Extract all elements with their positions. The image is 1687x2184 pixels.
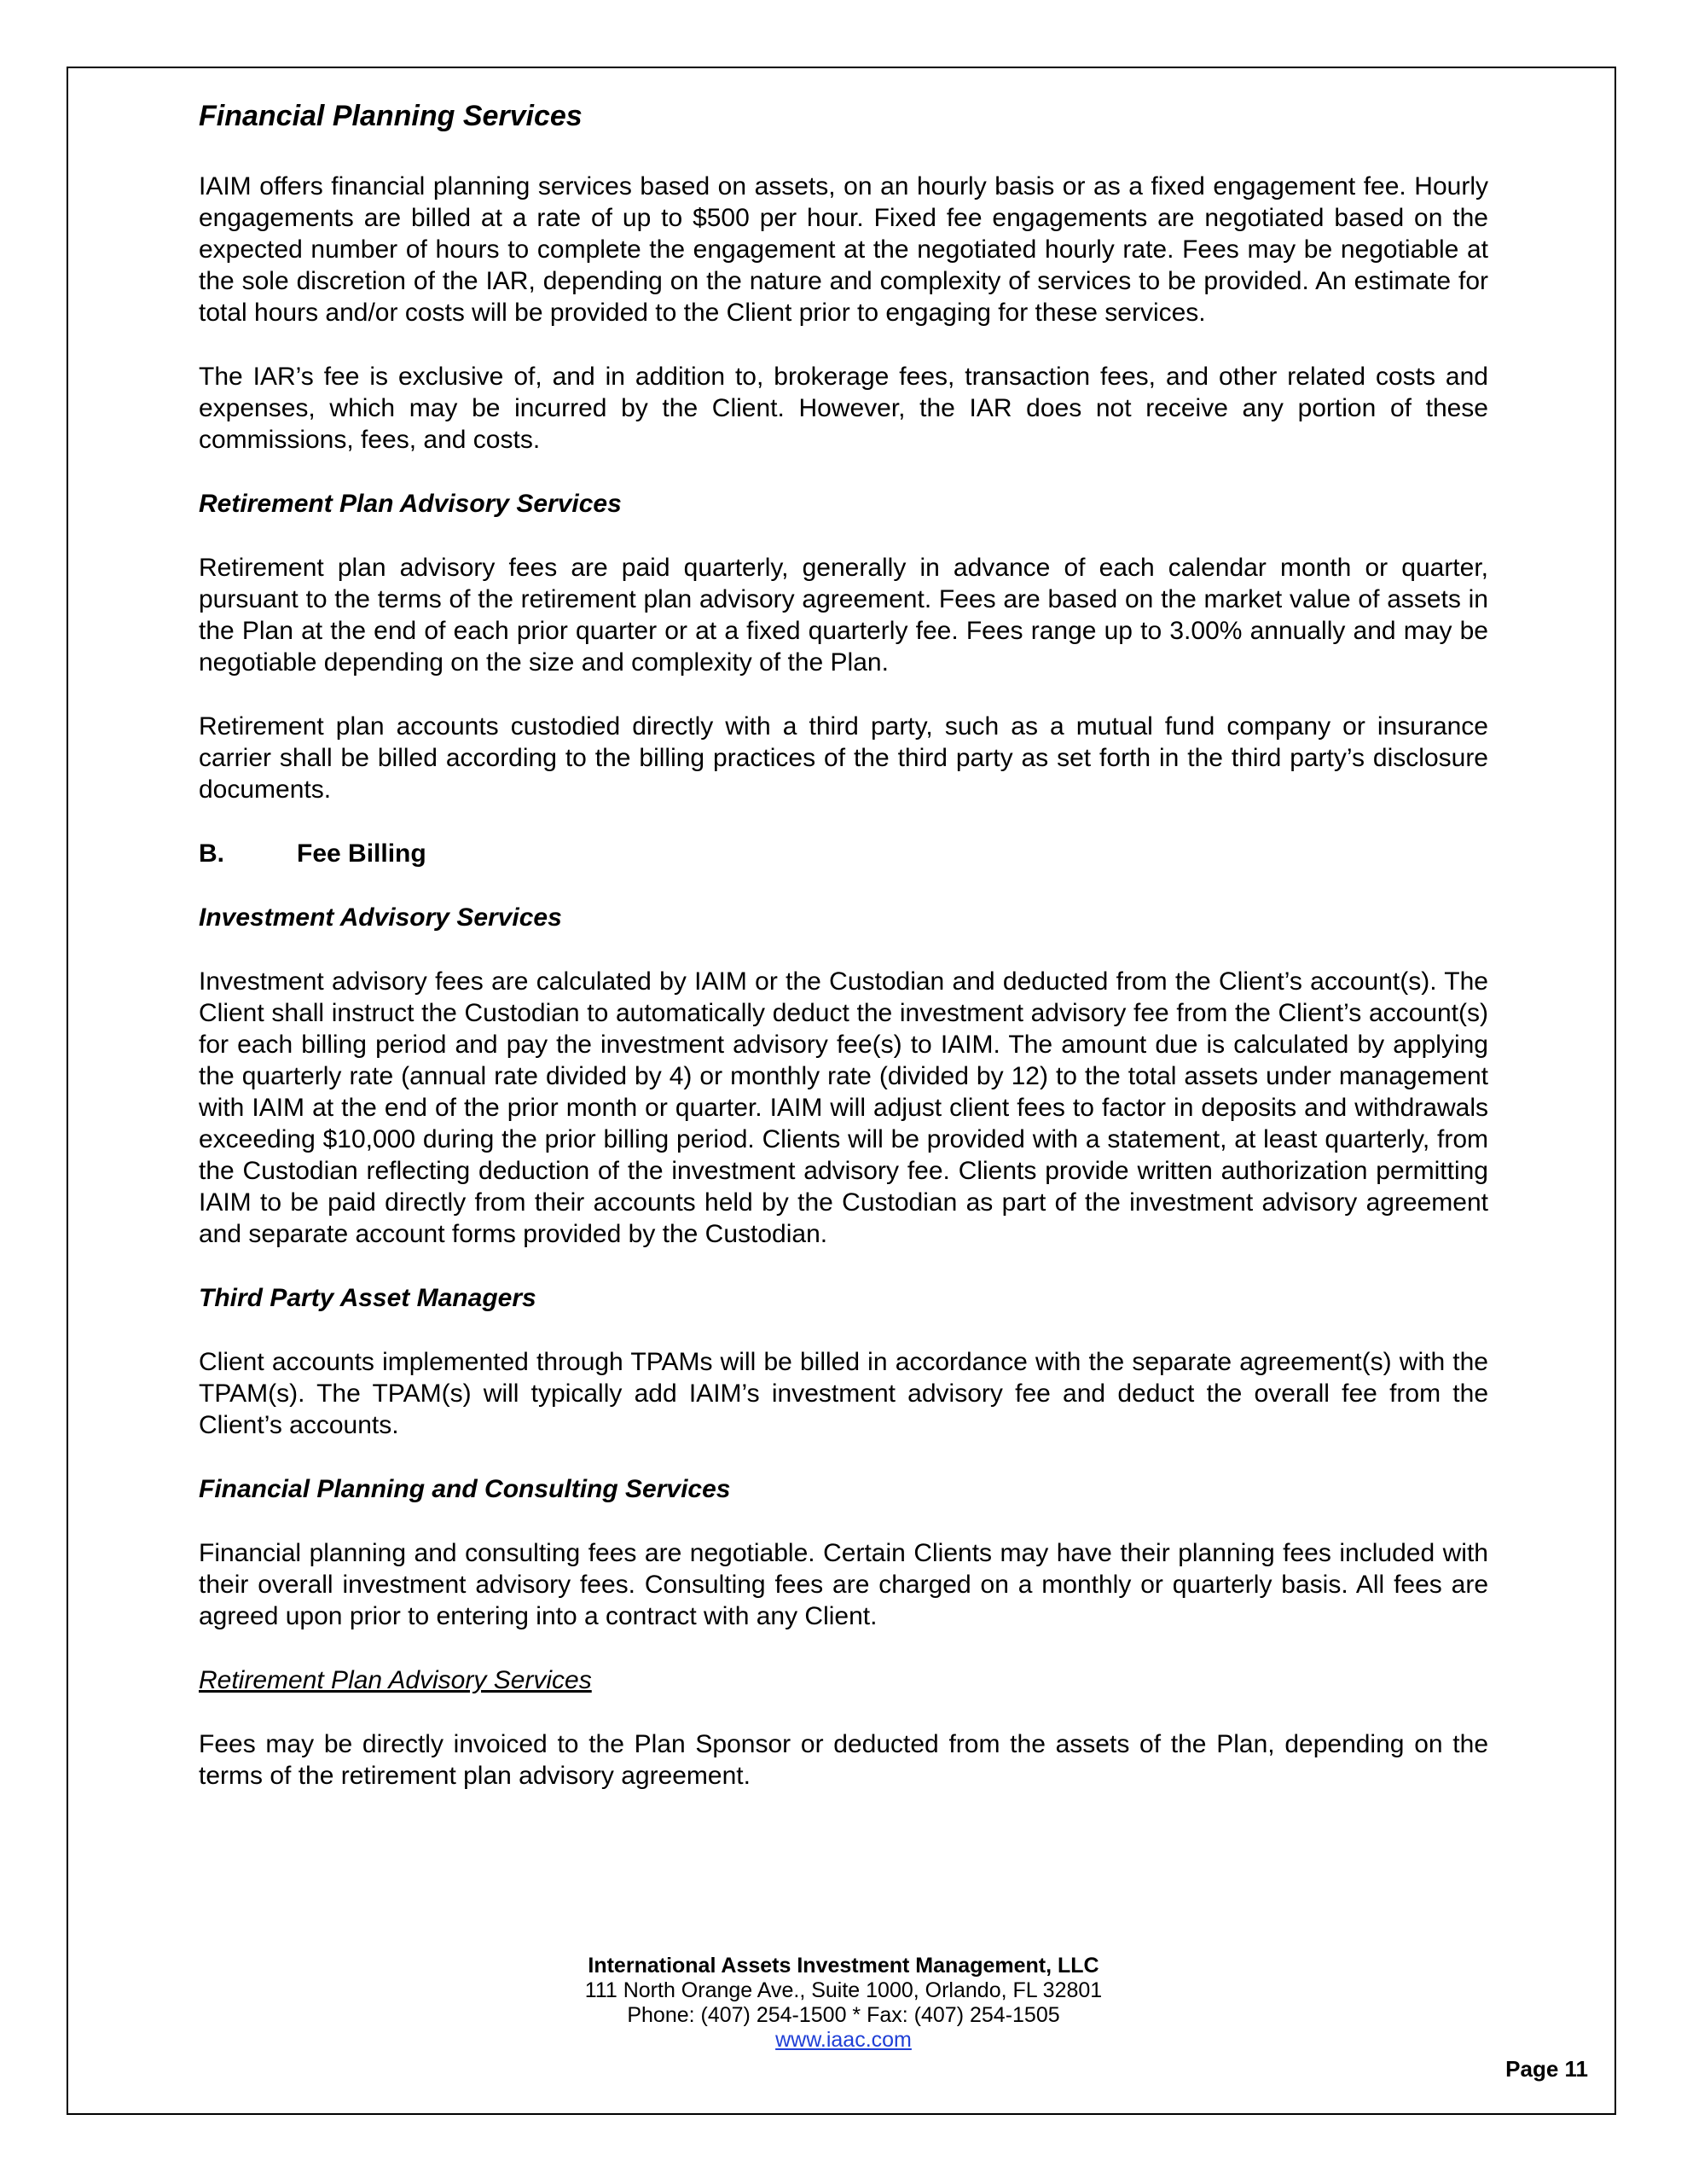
- subtitle-retirement-plan: Retirement Plan Advisory Services: [199, 490, 622, 518]
- footer: [0, 1954, 1687, 2053]
- section-letter: B.: [199, 839, 224, 868]
- paragraph-consulting: Financial planning and consulting fees are negotiable. Certain Clients may have their planning fees included with their overall investment advisory fees. Consulting fees are charged on a monthly or quarterly basis. All fees are agreed upon prior to entering into a contract with any Client.: [199, 1539, 1488, 1630]
- subtitle-consulting: Financial Planning and Consulting Services: [199, 1475, 731, 1503]
- footer-phone: Phone: (407) 254-1500 * Fax: (407) 254-1505: [627, 2003, 1060, 2027]
- paragraph-retirement-plan-1: Retirement plan advisory fees are paid quarterly, generally in advance of each calendar month or quarter, pursuant to the terms of the retirement plan advisory agreement. Fees are based on the market value of assets in the Plan at the end of each prior quarter or at a fixed quarterly fee. Fees range up to 3.00% annually and may be negotiable depending on the size and complexity of the Plan.: [199, 554, 1488, 677]
- section-title-financial-planning: Financial Planning Services: [199, 100, 583, 132]
- page-number: Page 11: [1505, 2056, 1588, 2082]
- paragraph-third-party: Client accounts implemented through TPAMs will be billed in accordance with the separate agreement(s) with the TPAM(s). The TPAM(s) will typically add IAIM’s investment advisory fee and deduct the overall fee from the Client’s accounts.: [199, 1348, 1488, 1439]
- document-body: [199, 94, 1488, 1824]
- paragraph-retirement-billing: Fees may be directly invoiced to the Plan Sponsor or deducted from the assets of the Plan, depending on the terms of the retirement plan advisory agreement.: [199, 1730, 1488, 1790]
- paragraph-retirement-plan-2: Retirement plan accounts custodied directly with a third party, such as a mutual fund company or insurance carrier shall be billed according to the billing practices of the third party as set forth in the third party’s disclosure documents.: [199, 712, 1488, 804]
- footer-company: International Assets Investment Management, LLC: [588, 1954, 1099, 1978]
- section-heading-label: Fee Billing: [297, 839, 426, 868]
- subtitle-third-party: Third Party Asset Managers: [199, 1284, 536, 1312]
- subtitle-investment-advisory: Investment Advisory Services: [199, 903, 562, 932]
- footer-website-link[interactable]: www.iaac.com: [775, 2028, 912, 2052]
- subtitle-retirement-billing: Retirement Plan Advisory Services: [199, 1666, 592, 1694]
- paragraph-investment-advisory: Investment advisory fees are calculated by IAIM or the Custodian and deducted from the Client’s account(s). The Client shall instruct the Custodian to automatically deduct the investment advisory fee from the Client’s account(s) for each billing period and pay the investment advisory fee(s) to IAIM. The amount due is calculated by applying the quarterly rate (annual rate divided by 4) or monthly rate (divided by 12) to the total assets under management with IAIM at the end of the prior month or quarter. IAIM will adjust client fees to factor in deposits and withdrawals exceeding $10,000 during the prior billing period. Clients will be provided with a statement, at least quarterly, from the Custodian reflecting deduction of the investment advisory fee. Clients provide written authorization permitting IAIM to be paid directly from their accounts held by the Custodian as part of the investment advisory agreement and separate account forms provided by the Custodian.: [199, 967, 1488, 1248]
- paragraph-financial-planning-1: IAIM offers financial planning services based on assets, on an hourly basis or as a fixed engagement fee. Hourly engagements are billed at a rate of up to $500 per hour. Fixed fee engagements are negotiated based on the expected number of hours to complete the engagement at the negotiated hourly rate. Fees may be negotiable at the sole discretion of the IAR, depending on the nature and complexity of services to be provided. An estimate for total hours and/or costs will be provided to the Client prior to engaging for these services.: [199, 172, 1488, 327]
- paragraph-financial-planning-2: The IAR’s fee is exclusive of, and in addition to, brokerage fees, transaction fees, and other related costs and expenses, which may be incurred by the Client. However, the IAR does not receive any portion of these commissions, fees, and costs.: [199, 363, 1488, 454]
- section-heading-fee-billing: [199, 838, 1488, 869]
- footer-address: 111 North Orange Ave., Suite 1000, Orlando, FL 32801: [584, 1978, 1103, 2002]
